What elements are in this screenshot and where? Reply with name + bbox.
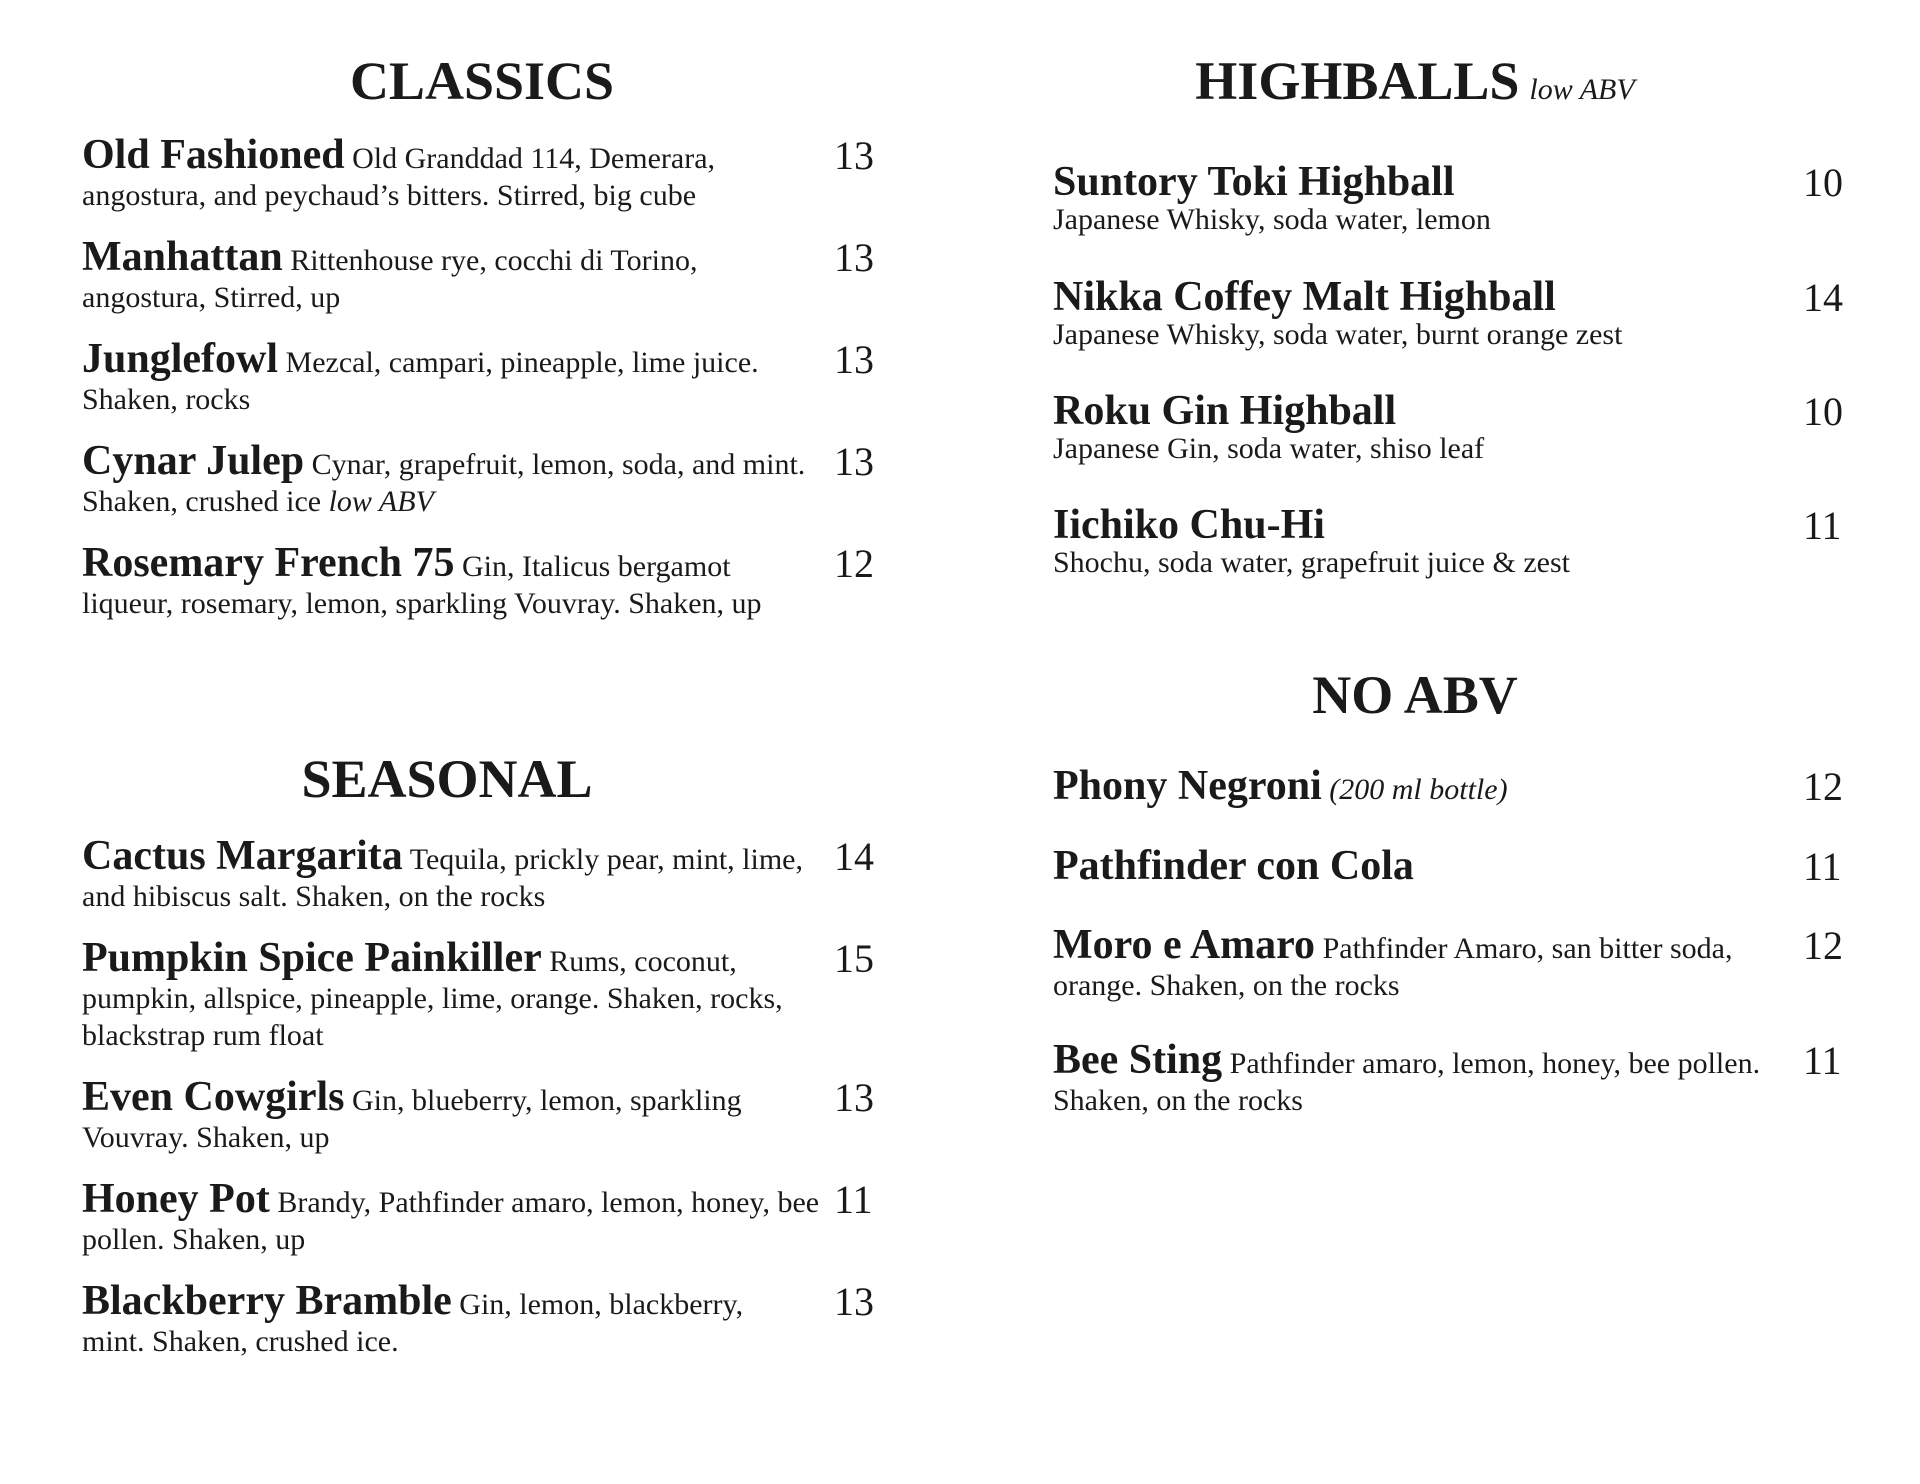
item-description: Gin, Italicus bergamot liqueur, rosemary, lemon, sparkling Vouvray. Shaken, up bbox=[82, 550, 762, 620]
menu-item bbox=[1053, 763, 1853, 809]
menu-item bbox=[1053, 159, 1853, 238]
item-price: 11 bbox=[1803, 503, 1842, 548]
menu-item bbox=[1053, 502, 1853, 581]
menu-item bbox=[1053, 274, 1853, 353]
item-description: Pathfinder Amaro, san bitter soda, orange. Shaken, on the rocks bbox=[1053, 932, 1733, 1002]
item-description: Rums, coconut, pumpkin, allspice, pineapple, lime, orange. Shaken, rocks, blackstrap rum float bbox=[82, 945, 783, 1052]
item-description: Pathfinder amaro, lemon, honey, bee pollen. Shaken, on the rocks bbox=[1053, 1047, 1761, 1117]
menu-item bbox=[82, 935, 882, 1054]
item-name: Pumpkin Spice Painkiller bbox=[82, 935, 542, 981]
menu-item bbox=[82, 132, 882, 214]
menu-item bbox=[82, 833, 882, 915]
item-name: Moro e Amaro bbox=[1053, 922, 1316, 968]
menu-item bbox=[82, 1278, 882, 1360]
item-description: Japanese Whisky, soda water, burnt orange zest bbox=[1053, 318, 1623, 351]
highballs-title-note: low ABV bbox=[1529, 73, 1635, 106]
item-name: Cynar Julep bbox=[82, 438, 305, 484]
item-price: 13 bbox=[834, 439, 874, 484]
item-price: 12 bbox=[834, 541, 874, 586]
item-description: Rittenhouse rye, cocchi di Torino, angostura, Stirred, up bbox=[82, 244, 698, 314]
item-price: 10 bbox=[1803, 389, 1843, 434]
item-description: Gin, lemon, blackberry, mint. Shaken, crushed ice. bbox=[82, 1288, 744, 1358]
item-price: 13 bbox=[834, 337, 874, 382]
menu-item bbox=[1053, 922, 1853, 1004]
item-price: 12 bbox=[1803, 923, 1843, 968]
item-price: 15 bbox=[834, 936, 874, 981]
item-description: Shochu, soda water, grapefruit juice & zest bbox=[1053, 546, 1570, 579]
item-price: 13 bbox=[834, 1075, 874, 1120]
highballs-title bbox=[1050, 51, 1780, 111]
item-name: Cactus Margarita bbox=[82, 833, 403, 879]
item-description: Tequila, prickly pear, mint, lime, and hibiscus salt. Shaken, on the rocks bbox=[82, 843, 803, 913]
item-description: Brandy, Pathfinder amaro, lemon, honey, bee pollen. Shaken, up bbox=[82, 1186, 820, 1256]
item-description: Mezcal, campari, pineapple, lime juice. Shaken, rocks bbox=[82, 346, 759, 416]
menu-item bbox=[1053, 388, 1853, 467]
item-name: Roku Gin Highball bbox=[1053, 388, 1397, 434]
item-name: Rosemary French 75 bbox=[82, 540, 455, 586]
item-name: Old Fashioned bbox=[82, 132, 345, 178]
item-name: Honey Pot bbox=[82, 1176, 270, 1222]
menu-item bbox=[82, 438, 882, 520]
item-price: 11 bbox=[834, 1177, 873, 1222]
item-price: 11 bbox=[1803, 1038, 1842, 1083]
item-description: Cynar, grapefruit, lemon, soda, and mint. Shaken, crushed ice bbox=[82, 448, 806, 518]
menu-item bbox=[82, 234, 882, 316]
item-name: Bee Sting bbox=[1053, 1037, 1223, 1083]
item-name: Phony Negroni bbox=[1053, 763, 1322, 809]
item-name: Pathfinder con Cola bbox=[1053, 843, 1414, 889]
item-name: Junglefowl bbox=[82, 336, 279, 382]
menu-item bbox=[82, 1074, 882, 1156]
item-note: (200 ml bottle) bbox=[1329, 773, 1508, 806]
item-price: 14 bbox=[1803, 275, 1843, 320]
item-name: Even Cowgirls bbox=[82, 1074, 345, 1120]
menu-item bbox=[82, 1176, 882, 1258]
item-price: 13 bbox=[834, 235, 874, 280]
item-description: Old Granddad 114, Demerara, angostura, and peychaud’s bitters. Stirred, big cube bbox=[82, 142, 716, 212]
item-name: Manhattan bbox=[82, 234, 283, 280]
item-price: 10 bbox=[1803, 160, 1843, 205]
menu-item bbox=[82, 336, 882, 418]
menu-item bbox=[82, 540, 882, 622]
item-price: 12 bbox=[1803, 764, 1843, 809]
item-price: 13 bbox=[834, 133, 874, 178]
highballs-title-text: HIGHBALLS bbox=[1195, 51, 1520, 111]
item-note: low ABV bbox=[328, 485, 434, 518]
item-price: 13 bbox=[834, 1279, 874, 1324]
no-abv-title: NO ABV bbox=[1312, 665, 1518, 725]
classics-title: CLASSICS bbox=[349, 51, 615, 111]
menu-item bbox=[1053, 843, 1853, 889]
seasonal-title: SEASONAL bbox=[301, 749, 593, 809]
item-description: Gin, blueberry, lemon, sparkling Vouvray. Shaken, up bbox=[82, 1084, 742, 1154]
item-description: Japanese Whisky, soda water, lemon bbox=[1053, 203, 1491, 236]
item-price: 11 bbox=[1803, 844, 1842, 889]
item-description: Japanese Gin, soda water, shiso leaf bbox=[1053, 432, 1485, 465]
item-name: Suntory Toki Highball bbox=[1053, 159, 1455, 205]
menu-item bbox=[1053, 1037, 1853, 1119]
item-name: Nikka Coffey Malt Highball bbox=[1053, 274, 1556, 320]
item-name: Blackberry Bramble bbox=[82, 1278, 452, 1324]
item-name: Iichiko Chu-Hi bbox=[1053, 502, 1325, 548]
item-price: 14 bbox=[834, 834, 874, 879]
